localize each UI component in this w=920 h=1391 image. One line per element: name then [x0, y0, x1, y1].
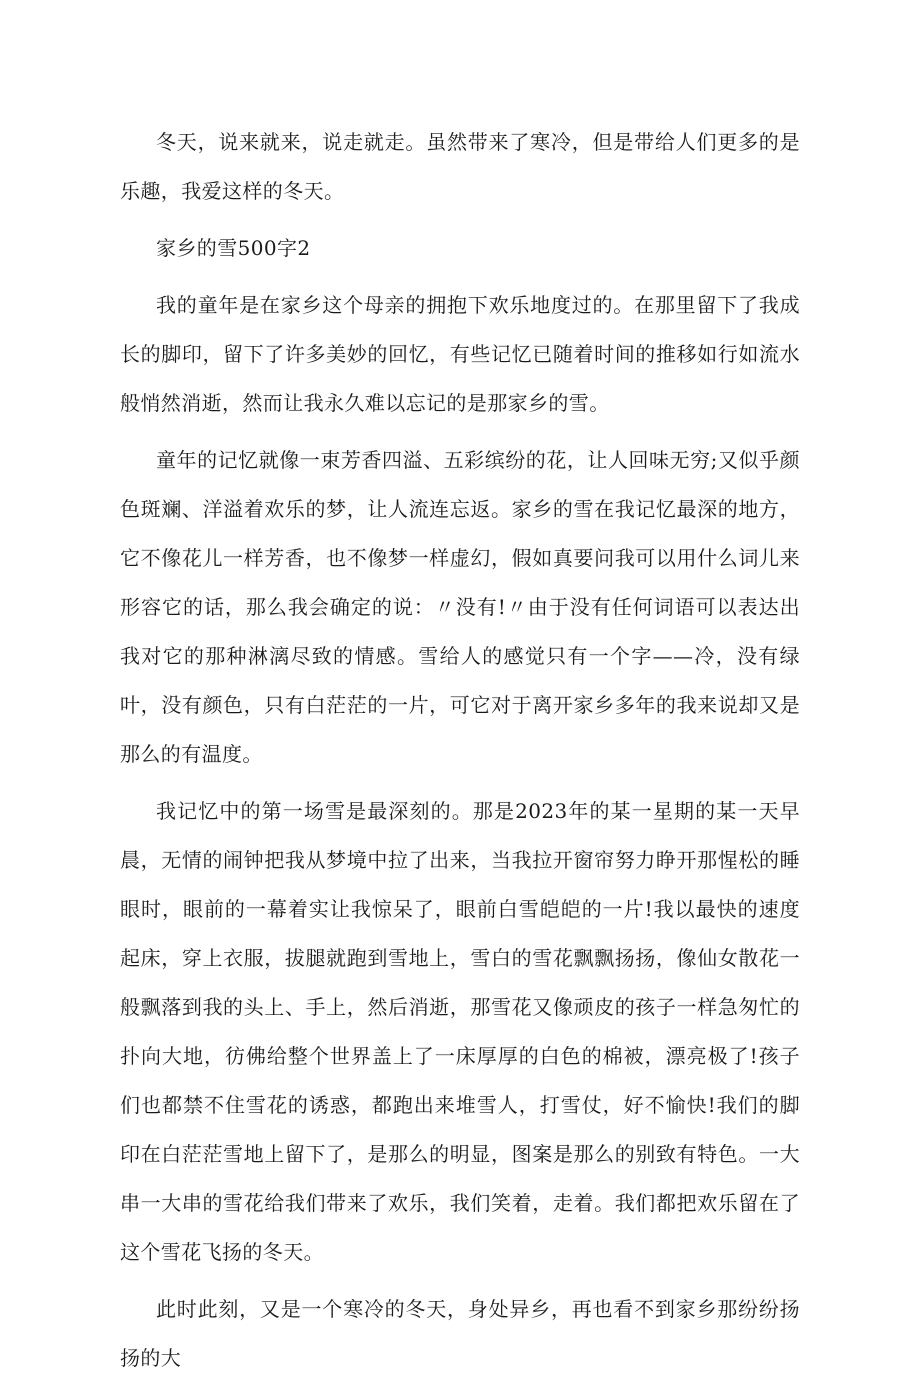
paragraph-childhood: 我的童年是在家乡这个母亲的拥抱下欢乐地度过的。在那里留下了我成长的脚印，留下了许多美妙的回忆，有些记忆已随着时间的推移如行如流水般悄然消逝，然而让我永久难以忘记的是那家乡的雪。 [120, 293, 800, 415]
paragraph-winter-intro: 冬天，说来就来，说走就走。虽然带来了寒冷，但是带给人们更多的是乐趣，我爱这样的冬天。 [120, 130, 800, 203]
paragraph-memory: 童年的记忆就像一束芳香四溢、五彩缤纷的花，让人回味无穷;又似乎颜色斑斓、洋溢着欢乐的梦，让人流连忘返。家乡的雪在我记忆最深的地方，它不像花儿一样芳香，也不像梦一样虚幻，假如真要问我可以用什么词儿来形容它的话，那么我会确定的说：〃没有!〃由于没有任何词语可以表达出我对它的那种淋漓尽致的情感。雪给人的感觉只有一个字——冷，没有绿叶，没有颜色，只有白茫茫的一片，可它对于离开家乡多年的我来说却又是那么的有温度。 [120, 448, 800, 766]
document-body [120, 118, 800, 1391]
paragraph-first-snow: 我记忆中的第一场雪是最深刻的。那是2023年的某一星期的某一天早晨，无情的闹钟把我从梦境中拉了出来，当我拉开窗帘努力睁开那惺松的睡眼时，眼前的一幕着实让我惊呆了，眼前白雪皑皑的一片!我以最快的速度起床，穿上衣服，拔腿就跑到雪地上，雪白的雪花飘飘扬扬，像仙女散花一般飘落到我的头上、手上，然后消逝，那雪花又像顽皮的孩子一样急匆忙的扑向大地，彷佛给整个世界盖上了一床厚厚的白色的棉被，漂亮极了!孩子们也都禁不住雪花的诱惑，都跑出来堆雪人，打雪仗，好不愉快!我们的脚印在白茫茫雪地上留下了，是那么的明显，图案是那么的别致有特色。一大串一大串的雪花给我们带来了欢乐，我们笑着，走着。我们都把欢乐留在了这个雪花飞扬的冬天。 [120, 799, 800, 1264]
paragraph-now: 此时此刻，又是一个寒冷的冬天，身处异乡，再也看不到家乡那纷纷扬扬的大 [120, 1297, 800, 1370]
section-heading: 家乡的雪500字2 [156, 236, 311, 260]
